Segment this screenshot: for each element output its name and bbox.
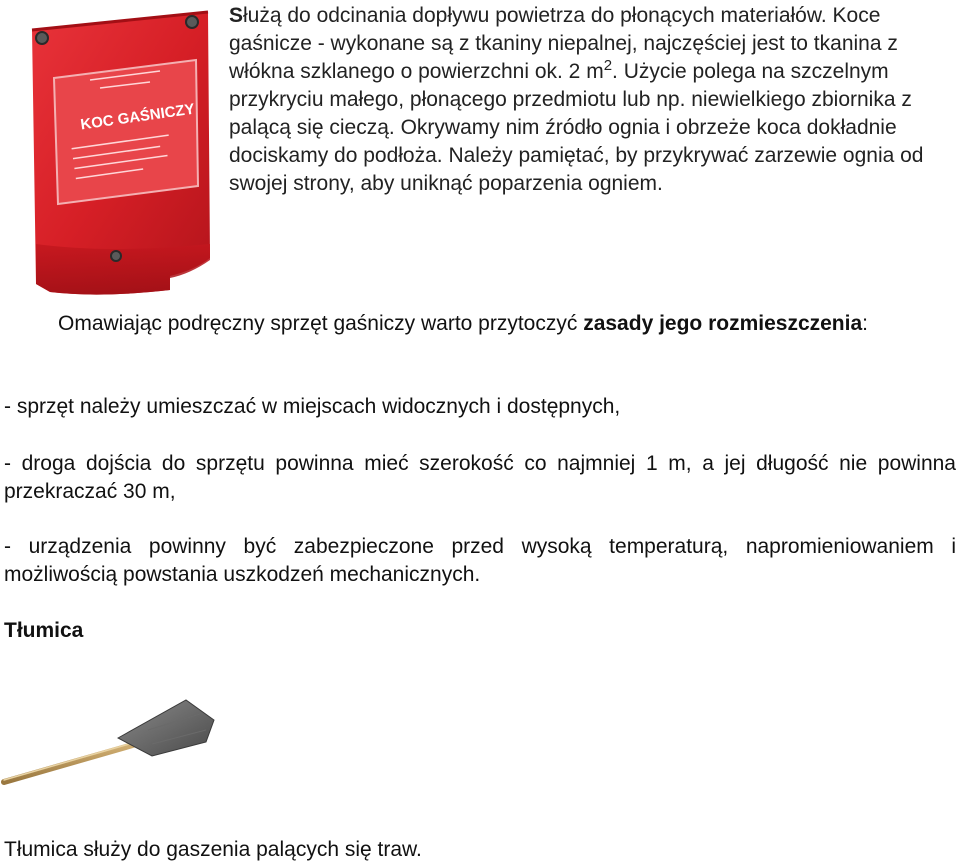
list-item: - droga dojścia do sprzętu powinna mieć szerokość co najmniej 1 m, a jej długość nie powinna przekraczać 30 m, — [4, 452, 956, 503]
intro-text-a: łużą do odcinania dopływu powietrza do płonących materiałów. Koce gaśnicze - wykonane są z tkaniny niepalnej, najczęściej jest to tkanina z włókna szklanego o powierzchni ok. 2 m — [229, 4, 898, 83]
fire-blanket-description — [229, 2, 954, 198]
tlumica-caption: Tłumica służy do gaszenia palących się traw. — [4, 838, 422, 861]
intro-text-b: . Użycie polega na szczelnym przykryciu małego, płonącego przedmiotu lub np. niewielkiego zbiornika z palącą się cieczą. Okrywamy nim źródło ognia i obrzeże koca dokładnie dociskamy do podłoża. Należy pamiętać, by przykrywać zarzewie ognia od swojej strony, aby uniknąć poparzenia ogniem. — [229, 60, 924, 195]
omawiajac-text: mawiając podręczny sprzęt gaśniczy warto przytoczyć — [74, 312, 584, 335]
list-item: - sprzęt należy umieszczać w miejscach widocznych i dostępnych, — [4, 395, 621, 418]
omawiajac-bold: zasady jego rozmieszczenia — [583, 312, 863, 335]
tlumica-heading: Tłumica — [4, 619, 84, 642]
intro-first-letter: S — [229, 4, 244, 27]
fire-blanket-illustration — [20, 8, 216, 298]
grommet-icon — [111, 251, 121, 261]
placement-rules-intro — [4, 310, 956, 338]
fire-beater-illustration — [0, 690, 240, 795]
grommet-icon — [186, 16, 198, 28]
fire-blanket-image — [20, 8, 216, 298]
list-item: - urządzenia powinny być zabezpieczone przed wysoką temperaturą, napromieniowaniem i możliwością powstania uszkodzeń mechanicznych. — [4, 535, 956, 586]
blanket-label: KOC GAŚNICZY — [79, 100, 196, 134]
grommet-icon — [36, 32, 48, 44]
fire-beater-image — [0, 690, 240, 795]
intro-superscript: 2 — [603, 57, 613, 74]
omawiajac-first-letter: O — [58, 312, 75, 335]
omawiajac-end: : — [862, 312, 868, 335]
